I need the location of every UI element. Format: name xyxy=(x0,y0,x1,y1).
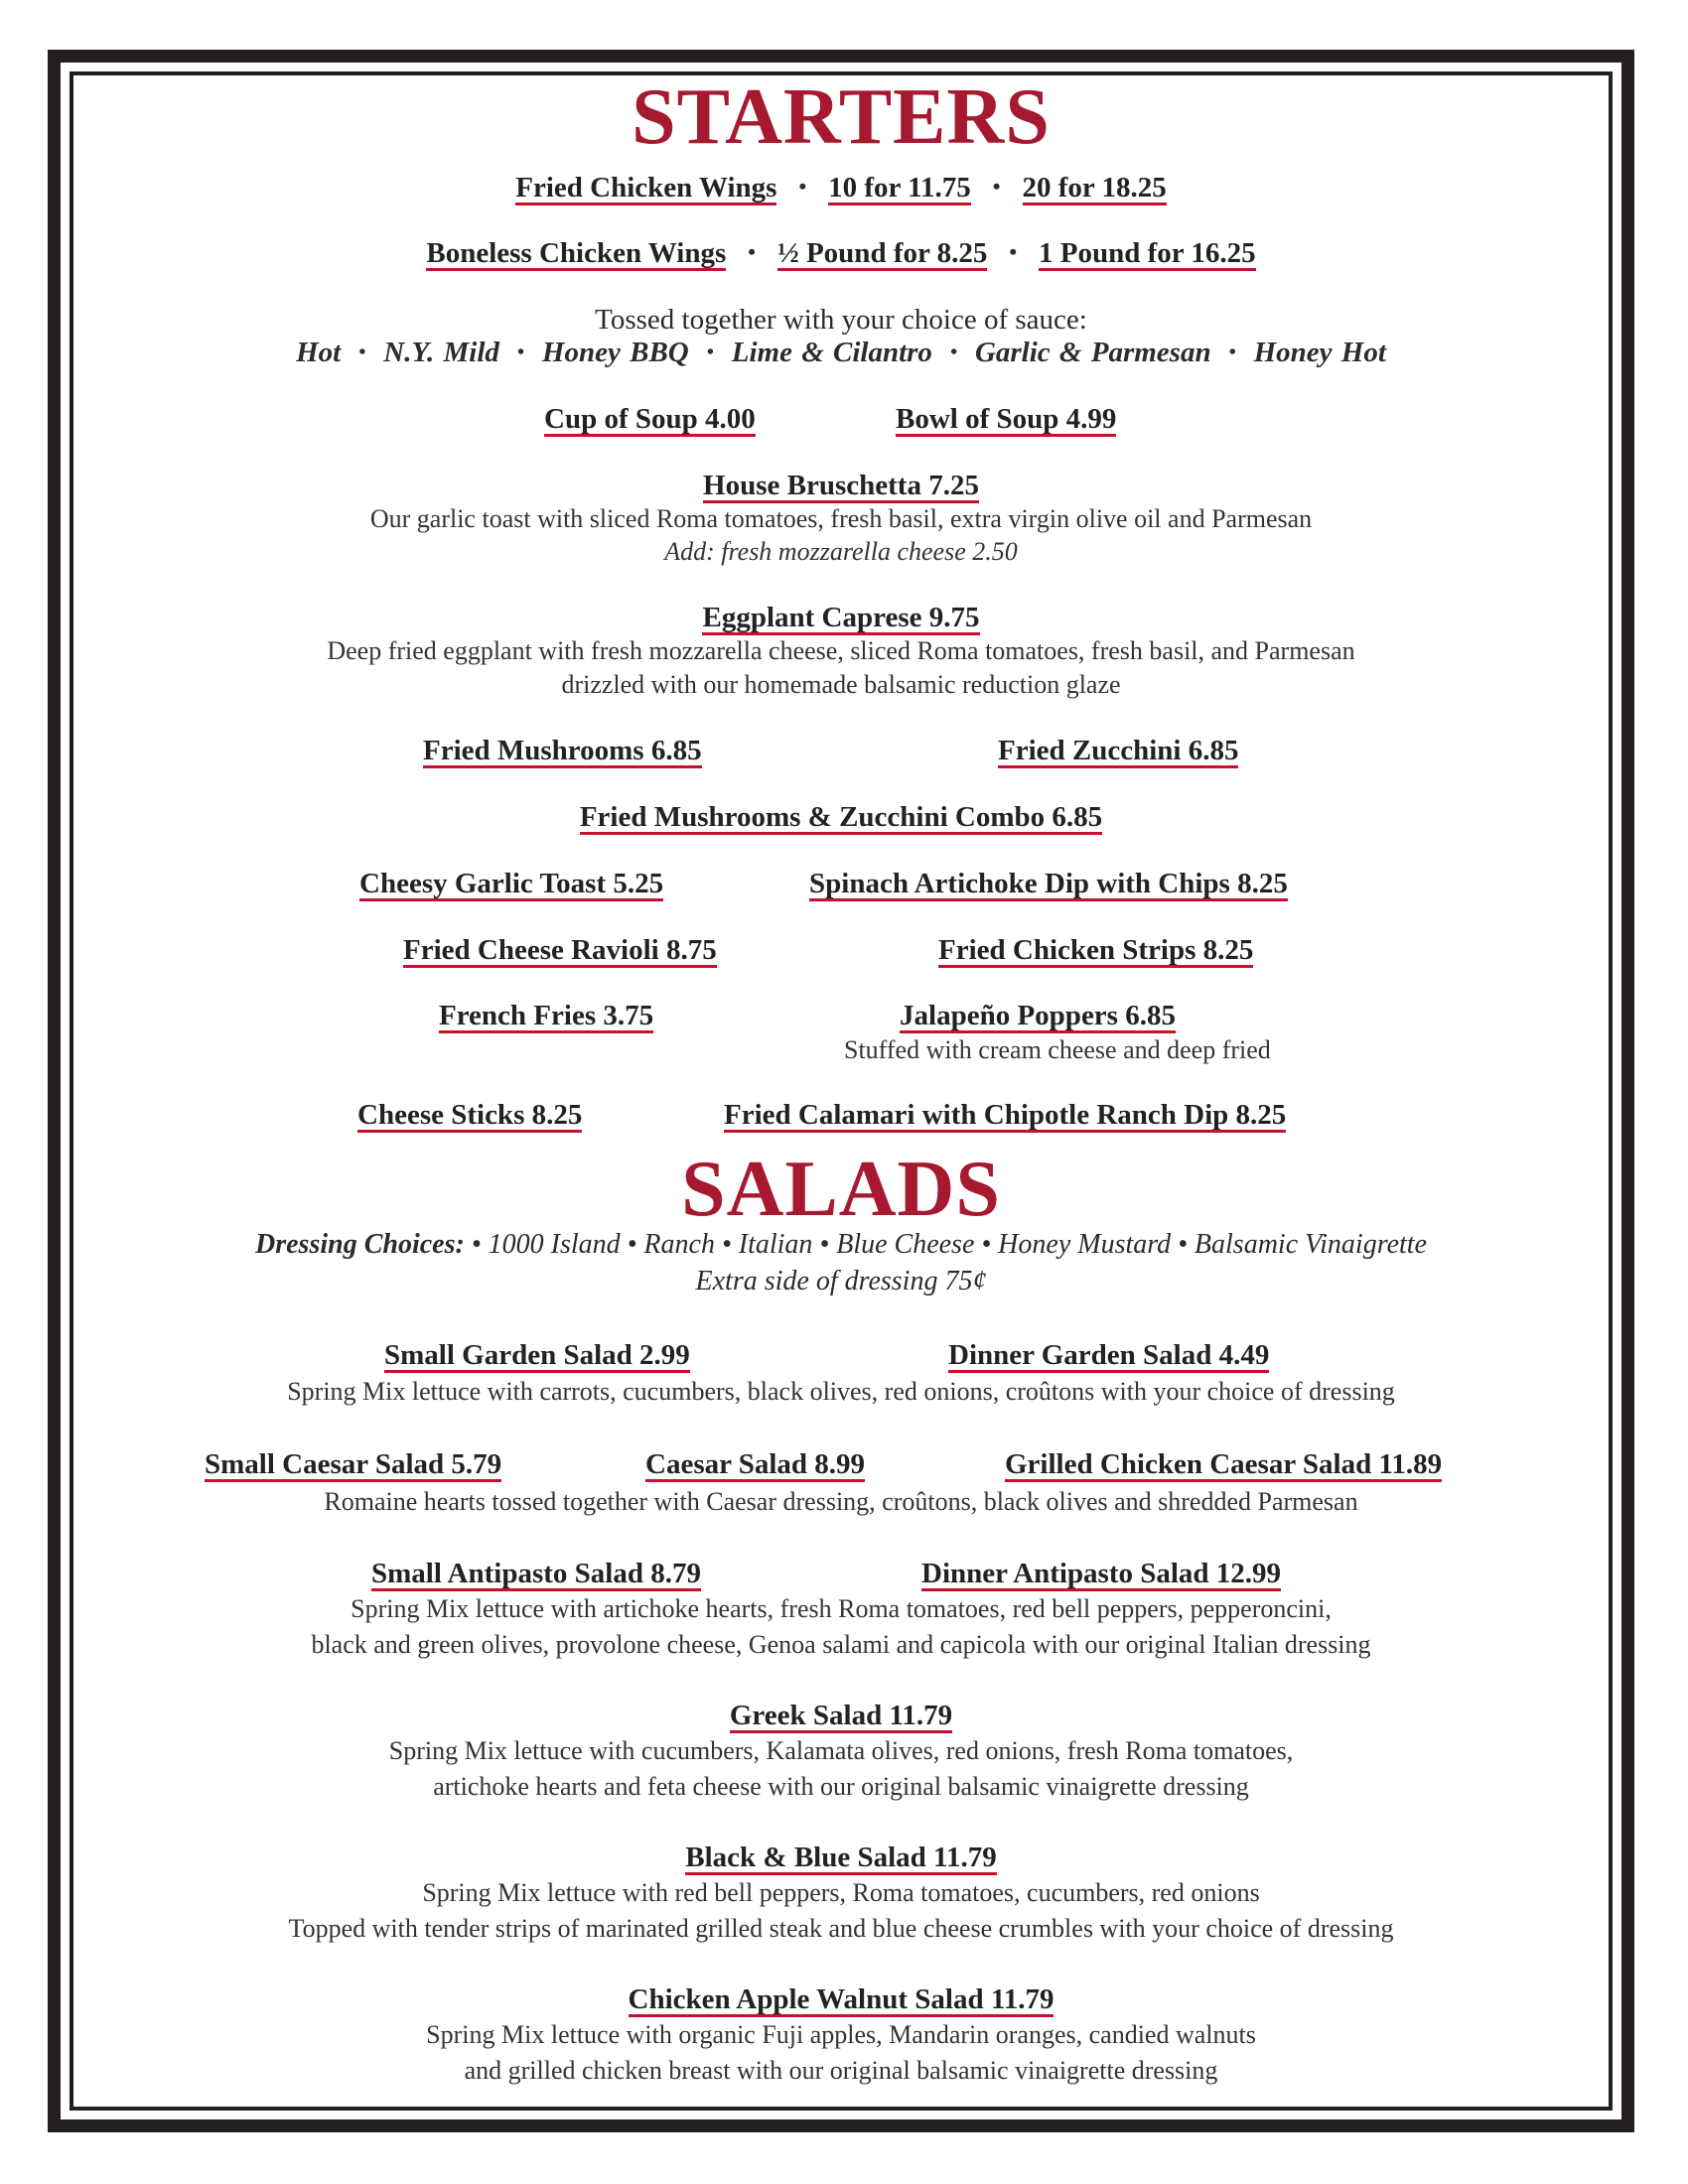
eggplant-desc-2: drizzled with our homemade balsamic reduction glaze xyxy=(561,670,1121,699)
bullet: • xyxy=(1009,239,1018,264)
menu-border-inner xyxy=(70,71,1613,2111)
boneless-opt2: 1 Pound for 16.25 xyxy=(1039,237,1256,269)
greek-wrap xyxy=(73,1699,1609,1733)
garden-desc: Spring Mix lettuce with carrots, cucumbers, black olives, red onions, croûtons with your choice of dressing xyxy=(287,1377,1395,1406)
cup-soup: Cup of Soup 4.00 xyxy=(544,403,756,435)
chicken-strips-wrap xyxy=(938,933,1253,968)
ravioli-wrap xyxy=(403,933,717,968)
small-garden-wrap xyxy=(384,1338,690,1373)
calamari-wrap xyxy=(724,1098,1286,1133)
small-caesar: Small Caesar Salad 5.79 xyxy=(205,1448,502,1480)
bullet: • xyxy=(798,174,807,199)
boneless-opt1: ½ Pound for 8.25 xyxy=(776,237,988,269)
fried-zucchini-wrap xyxy=(998,734,1238,768)
small-garden: Small Garden Salad 2.99 xyxy=(384,1339,690,1371)
jalapeno-title: Jalapeño Poppers 6.85 xyxy=(900,1000,1176,1031)
bruschetta-add: Add: fresh mozzarella cheese 2.50 xyxy=(664,537,1018,566)
bullet: • xyxy=(706,341,714,363)
antipasto-desc-2: black and green olives, provolone cheese, Genoa salami and capicola with our original Italian dressing xyxy=(311,1630,1371,1659)
wings-opt1: 10 for 11.75 xyxy=(828,172,971,204)
bruschetta-desc: Our garlic toast with sliced Roma tomatoes, fresh basil, extra virgin olive oil and Parmesan xyxy=(369,504,1313,533)
fried-mushrooms-wrap xyxy=(423,734,702,768)
cheese-sticks-wrap xyxy=(357,1098,582,1133)
bullet: • xyxy=(949,341,957,363)
bruschetta-title-wrap xyxy=(73,469,1609,503)
jalapeno-block xyxy=(844,999,1271,1067)
garlic-toast: Cheesy Garlic Toast 5.25 xyxy=(359,868,664,899)
dressing-choices xyxy=(73,1228,1609,1262)
antipasto-desc-1: Spring Mix lettuce with artichoke hearts, fresh Roma tomatoes, red bell peppers, pepperoncini, xyxy=(351,1594,1332,1623)
eggplant-title: Eggplant Caprese 9.75 xyxy=(702,602,980,633)
eggplant-title-wrap xyxy=(73,601,1609,635)
grilled-caesar: Grilled Chicken Caesar Salad 11.89 xyxy=(1005,1448,1443,1480)
black-blue-desc-1: Spring Mix lettuce with red bell peppers, Roma tomatoes, cucumbers, red onions xyxy=(422,1878,1260,1907)
french-fries: French Fries 3.75 xyxy=(439,1000,654,1031)
dinner-garden-wrap xyxy=(948,1338,1269,1373)
small-antipasto-wrap xyxy=(371,1557,701,1591)
dinner-antipasto-wrap xyxy=(921,1557,1281,1591)
dressing-label: Dressing Choices: xyxy=(255,1229,465,1260)
salads-heading-wrap xyxy=(73,1146,1609,1233)
black-blue-wrap xyxy=(73,1841,1609,1875)
greek-desc-2: artichoke hearts and feta cheese with our original balsamic vinaigrette dressing xyxy=(433,1772,1249,1801)
wings-opt2: 20 for 18.25 xyxy=(1022,172,1167,204)
chicken-apple: Chicken Apple Walnut Salad 11.79 xyxy=(628,1983,1055,2015)
chicken-apple-desc-2: and grilled chicken breast with our original balsamic vinaigrette dressing xyxy=(464,2056,1218,2085)
greek-desc-1: Spring Mix lettuce with cucumbers, Kalamata olives, red onions, fresh Roma tomatoes, xyxy=(388,1736,1294,1765)
sauce-item: Lime & Cilantro xyxy=(731,337,932,368)
sauce-item: N.Y. Mild xyxy=(383,337,499,368)
jalapeno-desc: Stuffed with cream cheese and deep fried xyxy=(844,1035,1271,1064)
sauce-item: Garlic & Parmesan xyxy=(974,337,1211,368)
spinach-dip: Spinach Artichoke Dip with Chips 8.25 xyxy=(809,868,1288,899)
boneless-name: Boneless Chicken Wings xyxy=(426,237,727,269)
starters-heading: STARTERS xyxy=(632,73,1051,161)
chicken-apple-wrap xyxy=(73,1982,1609,2017)
caesar-wrap xyxy=(645,1447,865,1482)
greek: Greek Salad 11.79 xyxy=(729,1700,953,1731)
bullet: • xyxy=(992,174,1001,199)
dressing-list: • 1000 Island • Ranch • Italian • Blue Cheese • Honey Mustard • Balsamic Vinaigrette xyxy=(464,1229,1427,1260)
black-blue-desc-2: Topped with tender strips of marinated grilled steak and blue cheese crumbles with your choice of dressing xyxy=(288,1914,1394,1943)
black-blue: Black & Blue Salad 11.79 xyxy=(685,1842,997,1873)
wings-row xyxy=(73,171,1609,206)
grilled-caesar-wrap xyxy=(1005,1447,1442,1482)
chicken-strips: Fried Chicken Strips 8.25 xyxy=(938,934,1254,966)
salads-heading: SALADS xyxy=(681,1146,1001,1233)
small-caesar-wrap xyxy=(205,1447,501,1482)
wings-name: Fried Chicken Wings xyxy=(515,172,777,204)
chicken-apple-desc-1: Spring Mix lettuce with organic Fuji apples, Mandarin oranges, candied walnuts xyxy=(426,2020,1256,2049)
fried-zucchini: Fried Zucchini 6.85 xyxy=(998,735,1239,766)
garlic-toast-wrap xyxy=(359,867,663,901)
bullet: • xyxy=(748,239,756,264)
sauce-list xyxy=(73,336,1609,372)
eggplant-desc-1: Deep fried eggplant with fresh mozzarella cheese, sliced Roma tomatoes, fresh basil, and Parmesan xyxy=(327,636,1355,665)
sauce-intro: Tossed together with your choice of sauce: xyxy=(595,304,1087,336)
starters-heading-wrap xyxy=(73,73,1609,161)
boneless-row xyxy=(73,236,1609,272)
bullet: • xyxy=(516,341,524,363)
sauce-item: Honey BBQ xyxy=(541,337,689,368)
dinner-antipasto: Dinner Antipasto Salad 12.99 xyxy=(921,1558,1282,1589)
bullet: • xyxy=(1228,341,1236,363)
caesar-desc: Romaine hearts tossed together with Caesar dressing, croûtons, black olives and shredded Parmesan xyxy=(324,1487,1358,1516)
ravioli: Fried Cheese Ravioli 8.75 xyxy=(403,934,717,966)
combo-wrap xyxy=(73,800,1609,835)
fried-mushrooms: Fried Mushrooms 6.85 xyxy=(423,735,702,766)
sauce-item: Honey Hot xyxy=(1253,337,1386,368)
calamari: Fried Calamari with Chipotle Ranch Dip 8.25 xyxy=(724,1099,1287,1131)
cup-soup-wrap xyxy=(544,402,756,437)
french-fries-wrap xyxy=(439,999,653,1033)
bowl-soup-wrap xyxy=(896,402,1116,437)
sauce-item: Hot xyxy=(296,337,342,368)
combo: Fried Mushrooms & Zucchini Combo 6.85 xyxy=(579,801,1103,833)
cheese-sticks: Cheese Sticks 8.25 xyxy=(357,1099,583,1131)
dinner-garden: Dinner Garden Salad 4.49 xyxy=(948,1339,1270,1371)
bruschetta-title: House Bruschetta 7.25 xyxy=(703,470,979,501)
bullet: • xyxy=(358,341,366,363)
extra-dressing: Extra side of dressing 75¢ xyxy=(695,1266,987,1297)
caesar: Caesar Salad 8.99 xyxy=(645,1448,866,1480)
small-antipasto: Small Antipasto Salad 8.79 xyxy=(371,1558,701,1589)
bowl-soup: Bowl of Soup 4.99 xyxy=(896,403,1117,435)
spinach-dip-wrap xyxy=(809,867,1288,901)
